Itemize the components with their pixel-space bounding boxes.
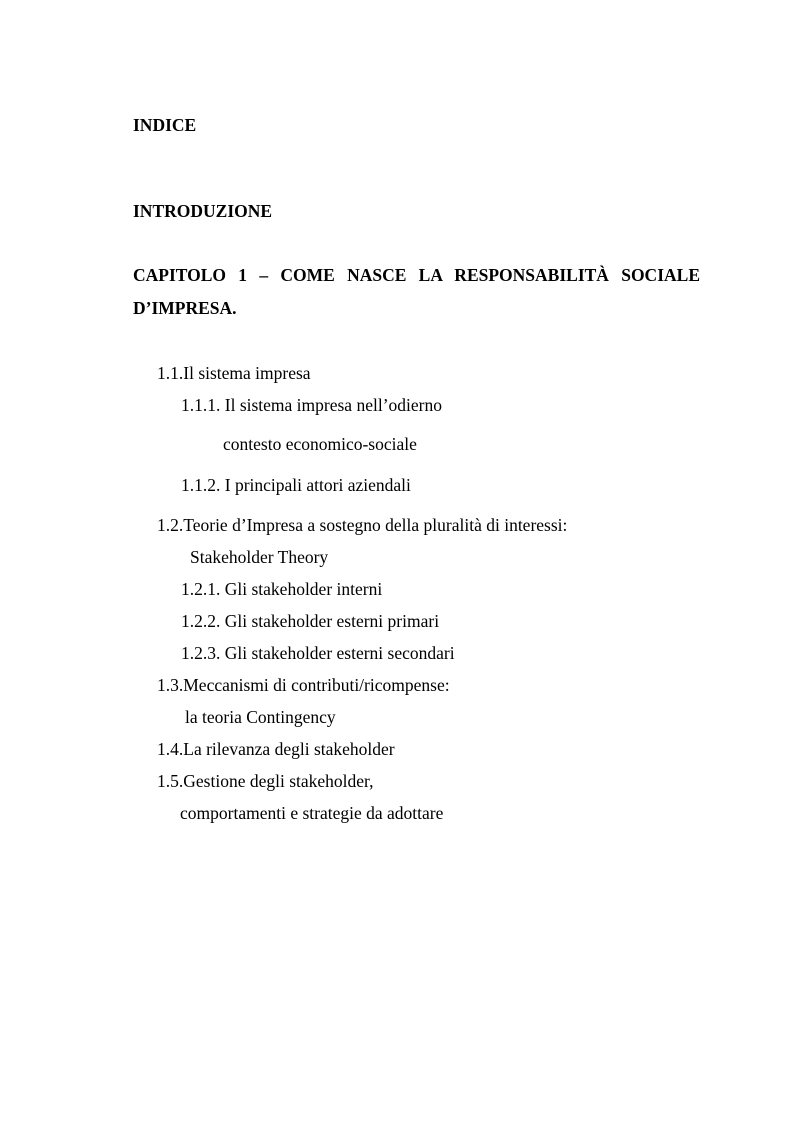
chapter-1-title-line-1: CAPITOLO 1 – COME NASCE LA RESPONSABILITÀ SOCIALE bbox=[133, 265, 700, 285]
toc-entry-1-5: 1.5.Gestione degli stakeholder, bbox=[157, 771, 374, 791]
toc-entry-1-3: 1.3.Meccanismi di contributi/ricompense: bbox=[157, 675, 450, 695]
toc-entry-1-4: 1.4.La rilevanza degli stakeholder bbox=[157, 739, 395, 759]
toc-entry-1-1-1-cont: contesto economico-sociale bbox=[223, 434, 417, 454]
toc-entry-1-2-cont: Stakeholder Theory bbox=[190, 547, 329, 567]
chapter-1-title-line-2: D’IMPRESA. bbox=[133, 298, 237, 318]
introduction-heading: INTRODUZIONE bbox=[133, 201, 273, 221]
toc-heading: INDICE bbox=[133, 115, 197, 135]
toc-entry-1-2-1: 1.2.1. Gli stakeholder interni bbox=[181, 579, 383, 599]
toc-entry-1-1: 1.1.Il sistema impresa bbox=[157, 363, 311, 383]
toc-entry-1-5-cont: comportamenti e strategie da adottare bbox=[180, 803, 444, 823]
toc-entry-1-1-2: 1.1.2. I principali attori aziendali bbox=[181, 475, 411, 495]
toc-entry-1-3-cont: la teoria Contingency bbox=[185, 707, 336, 727]
toc-entry-1-2: 1.2.Teorie d’Impresa a sostegno della pluralità di interessi: bbox=[157, 515, 568, 535]
toc-entry-1-2-2: 1.2.2. Gli stakeholder esterni primari bbox=[181, 611, 440, 631]
toc-entry-1-1-1: 1.1.1. Il sistema impresa nell’odierno bbox=[181, 395, 442, 415]
toc-entry-1-2-3: 1.2.3. Gli stakeholder esterni secondari bbox=[181, 643, 455, 663]
